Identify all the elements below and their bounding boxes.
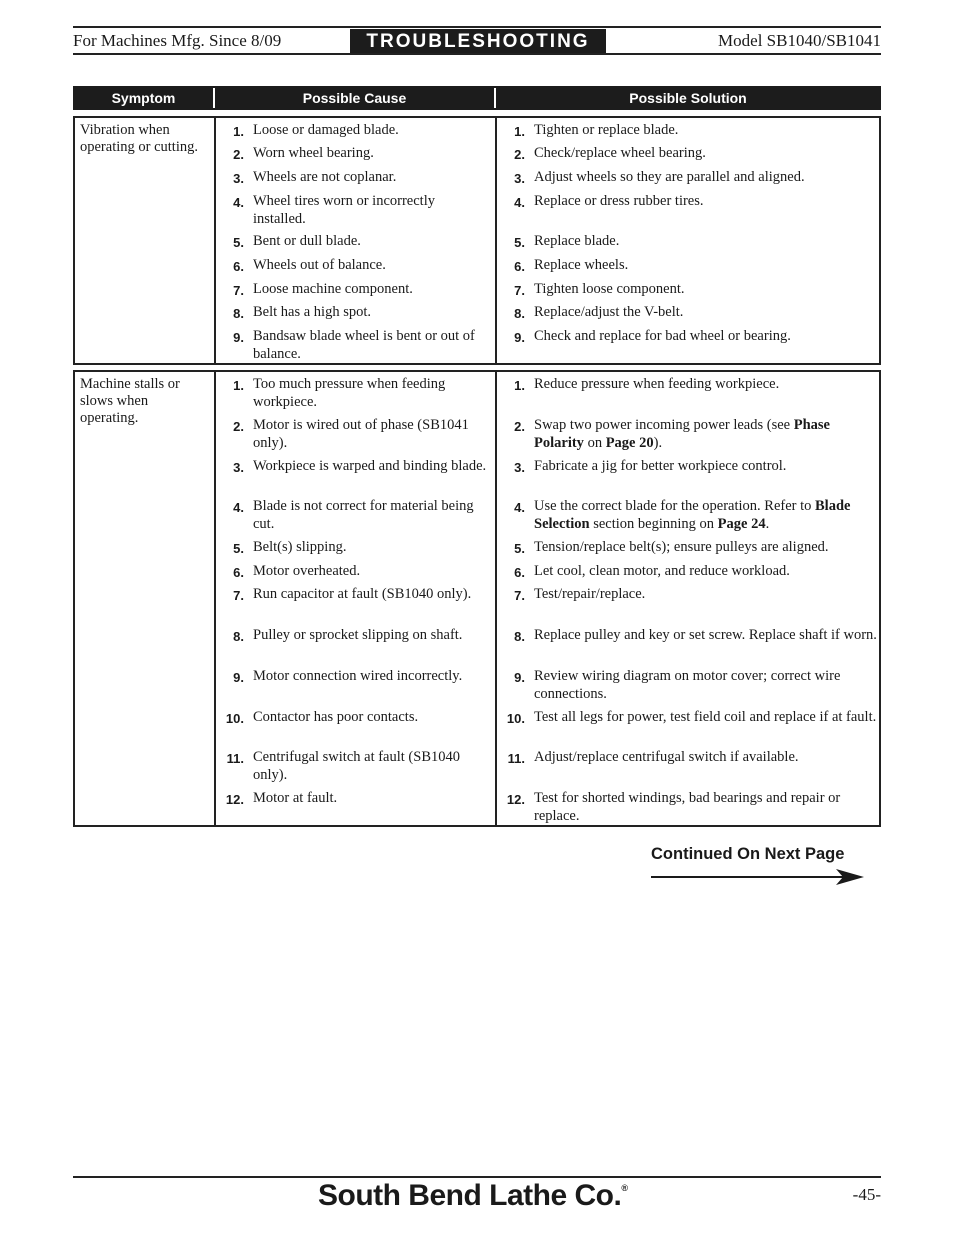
troubleshooting-block-stalls: Machine stalls or slows when operating. 1. Too much pressure when feeding workpiece. 1. Reduce pressure when feeding workpiece. 2. Motor is wired out of phase (SB1041 only). 2. Swap two power incoming power leads (see Phase Polarity on Page 20). 3. Workpiece is warped and binding blade. 3. Fabricate a jig for better workpiece control. 4. Blade is not correct for material being cut. 4. Use the correct blade for the operation. Refer to Blade Selection section beginning on Page 24. 5. Belt(s) slipping. 5. Tension/replace belt(s); ensure pulleys are aligned. 6. Motor overheated. 6. Let cool, clean motor, and reduce workload. 7. Run capacitor at fault (SB1040 only). 7. Test/repair/replace. 8. Pulley or sprocket slipping on shaft. 8. Replace pulley and key or set screw. Replace shaft if worn. 9. Motor connection wired incorrectly. 9. Review wiring diagram on motor cover; correct wire connections. 10. Contactor has poor contacts. 10. Test all legs for power, test field coil and replace if at fault. 11. Centrifugal switch at fault (SB1040 only). 11. Adjust/replace centrifugal switch if available. 12. Motor at fault. 12. Test for shorted windings, bad bearings and repair or replace.	[73, 370, 881, 827]
column-divider	[495, 118, 497, 363]
column-possible-cause: Possible Cause	[302, 90, 407, 106]
page-header	[73, 26, 881, 55]
symptom-text: Machine stalls or slows when operating.	[80, 376, 180, 426]
table-column-header	[73, 86, 881, 110]
brand-logo: South Bend Lathe Co.®	[318, 1179, 628, 1212]
column-divider	[214, 372, 216, 825]
column-possible-solution: Possible Solution	[629, 90, 747, 106]
footer-rule	[73, 1176, 881, 1178]
right-arrow-icon	[651, 867, 866, 887]
column-divider	[495, 372, 497, 825]
symptom-text: Vibration when operating or cutting.	[80, 122, 198, 155]
column-symptom: Symptom	[111, 90, 176, 106]
troubleshooting-block-vibration: Vibration when operating or cutting. 1. Loose or damaged blade. 1. Tighten or replace blade. 2. Worn wheel bearing. 2. Check/replace wheel bearing. 3. Wheels are not coplanar. 3. Adjust wheels so they are parallel and aligned. 4. Wheel tires worn or incorrectly installed. 4. Replace or dress rubber tires. 5. Bent or dull blade. 5. Replace blade. 6. Wheels out of balance. 6. Replace wheels. 7. Loose machine component. 7. Tighten loose component. 8. Belt has a high spot. 8. Replace/adjust the V-belt. 9. Bandsaw blade wheel is bent or out of balance. 9. Check and replace for bad wheel or bearing.	[73, 116, 881, 365]
continued-next-page-label: Continued On Next Page	[651, 845, 845, 863]
section-title: TROUBLESHOOTING	[350, 29, 606, 53]
page-number: -45-	[852, 1185, 881, 1204]
header-model: Model SB1040/SB1041	[718, 31, 881, 50]
header-machines-date: For Machines Mfg. Since 8/09	[73, 31, 282, 50]
column-divider	[214, 118, 216, 363]
